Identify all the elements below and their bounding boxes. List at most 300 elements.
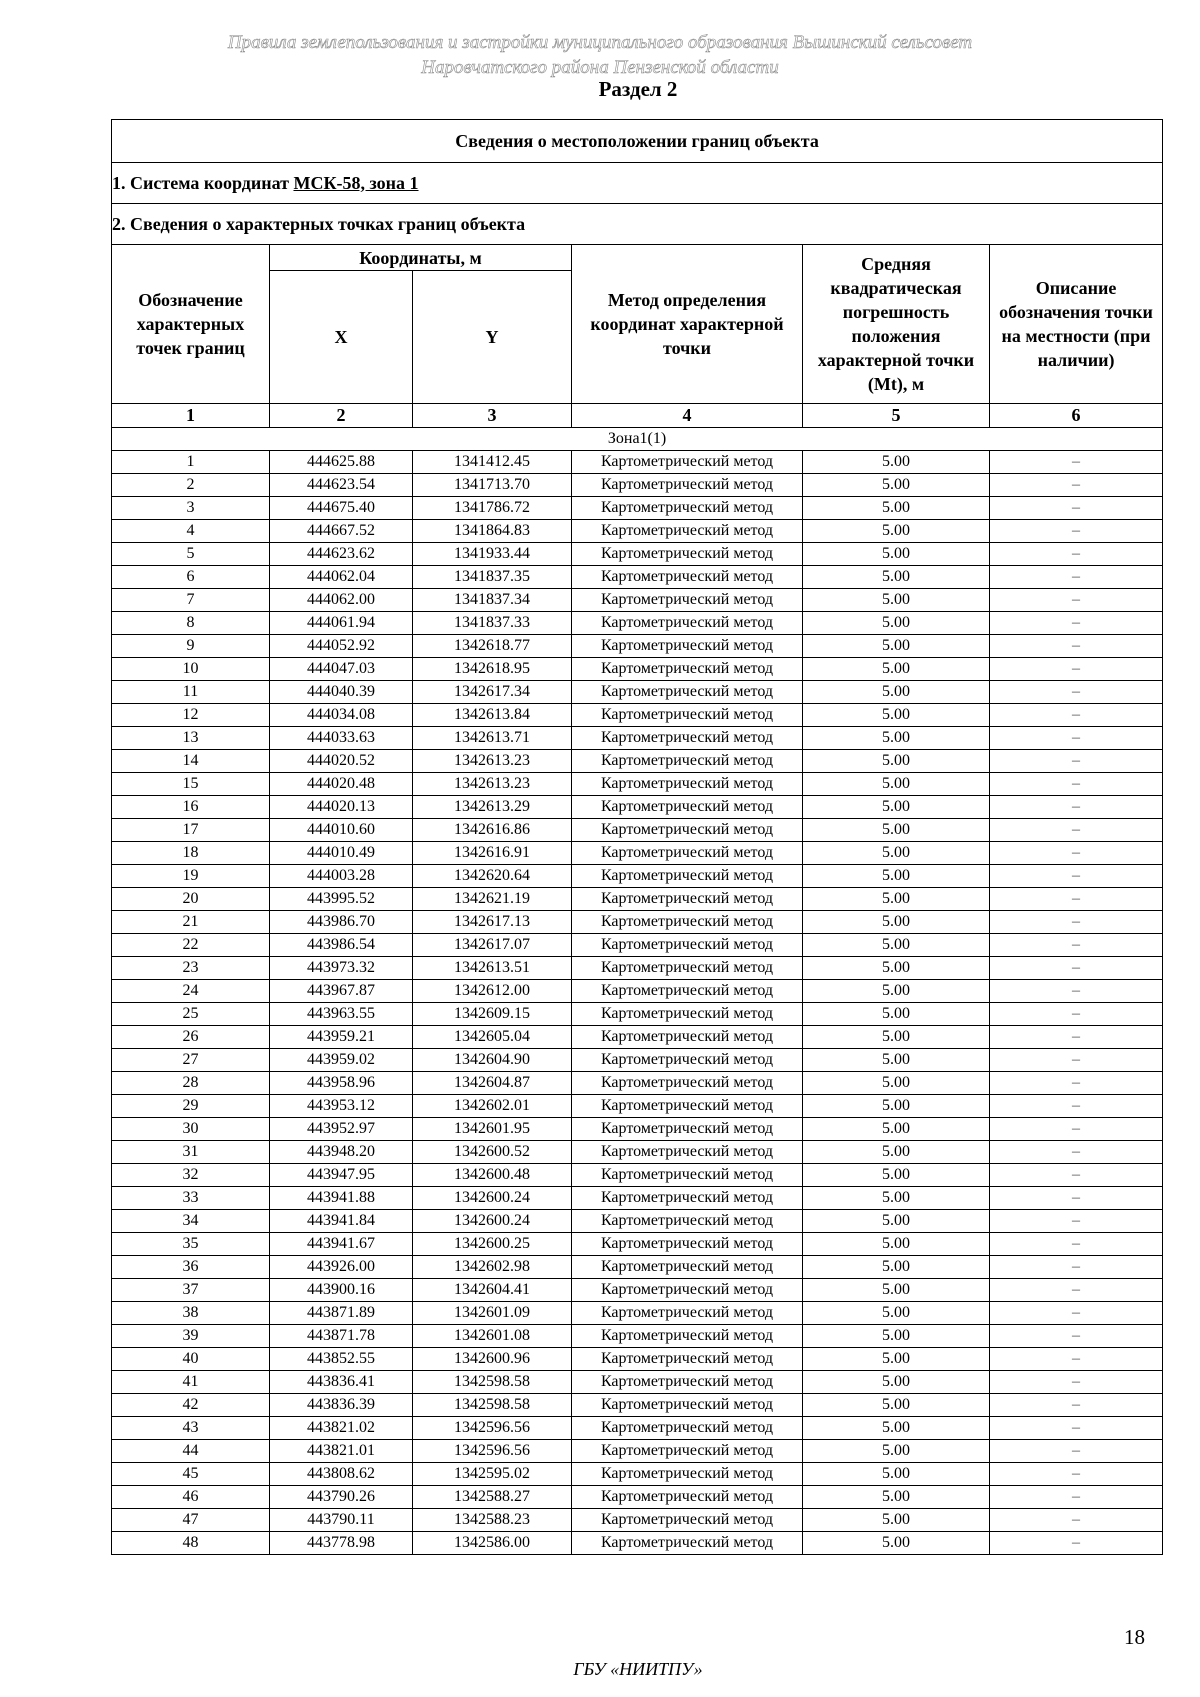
coord-x: 443852.55 (270, 1348, 413, 1371)
table-row (112, 1532, 1163, 1555)
coord-x: 444047.03 (270, 658, 413, 681)
coord-x: 443941.67 (270, 1233, 413, 1256)
description: – (990, 1486, 1163, 1509)
description: – (990, 1348, 1163, 1371)
table-row (112, 865, 1163, 888)
point-number: 28 (112, 1072, 270, 1095)
error-value: 5.00 (803, 888, 990, 911)
method: Картометрический метод (572, 1233, 803, 1256)
error-value: 5.00 (803, 727, 990, 750)
error-value: 5.00 (803, 865, 990, 888)
method: Картометрический метод (572, 1141, 803, 1164)
table-row (112, 934, 1163, 957)
error-value: 5.00 (803, 1233, 990, 1256)
table-row (112, 589, 1163, 612)
method: Картометрический метод (572, 1463, 803, 1486)
point-number: 30 (112, 1118, 270, 1141)
error-value: 5.00 (803, 451, 990, 474)
error-value: 5.00 (803, 1026, 990, 1049)
error-value: 5.00 (803, 497, 990, 520)
coord-x: 443952.97 (270, 1118, 413, 1141)
table-row (112, 1486, 1163, 1509)
point-number: 40 (112, 1348, 270, 1371)
coord-x: 443959.02 (270, 1049, 413, 1072)
coord-y: 1342604.41 (413, 1279, 572, 1302)
description: – (990, 1371, 1163, 1394)
method: Картометрический метод (572, 1279, 803, 1302)
table-row (112, 520, 1163, 543)
coord-x: 444625.88 (270, 451, 413, 474)
coord-y: 1342621.19 (413, 888, 572, 911)
coord-x: 443926.00 (270, 1256, 413, 1279)
header-coordinates: Координаты, м (270, 245, 572, 271)
description: – (990, 612, 1163, 635)
coord-x: 444623.54 (270, 474, 413, 497)
coord-x: 443967.87 (270, 980, 413, 1003)
table-row (112, 1417, 1163, 1440)
method: Картометрический метод (572, 520, 803, 543)
description: – (990, 1049, 1163, 1072)
coord-y: 1342613.23 (413, 773, 572, 796)
coord-x: 443836.39 (270, 1394, 413, 1417)
coord-x: 443790.26 (270, 1486, 413, 1509)
description: – (990, 911, 1163, 934)
method: Картометрический метод (572, 773, 803, 796)
table-row (112, 1440, 1163, 1463)
coord-x: 444010.49 (270, 842, 413, 865)
coord-y: 1342616.86 (413, 819, 572, 842)
coord-y: 1342595.02 (413, 1463, 572, 1486)
point-number: 21 (112, 911, 270, 934)
point-number: 47 (112, 1509, 270, 1532)
coord-y: 1341412.45 (413, 451, 572, 474)
description: – (990, 842, 1163, 865)
error-value: 5.00 (803, 980, 990, 1003)
coord-x: 443871.89 (270, 1302, 413, 1325)
point-number: 12 (112, 704, 270, 727)
table-row (112, 1233, 1163, 1256)
description: – (990, 865, 1163, 888)
description: – (990, 1509, 1163, 1532)
point-number: 29 (112, 1095, 270, 1118)
method: Картометрический метод (572, 1026, 803, 1049)
table-row (112, 819, 1163, 842)
point-number: 32 (112, 1164, 270, 1187)
coord-y: 1342605.04 (413, 1026, 572, 1049)
error-value: 5.00 (803, 520, 990, 543)
error-value: 5.00 (803, 796, 990, 819)
coord-x: 444010.60 (270, 819, 413, 842)
description: – (990, 727, 1163, 750)
coord-x: 443947.95 (270, 1164, 413, 1187)
coord-x: 444667.52 (270, 520, 413, 543)
method: Картометрический метод (572, 704, 803, 727)
method: Картометрический метод (572, 796, 803, 819)
error-value: 5.00 (803, 1532, 990, 1555)
method: Картометрический метод (572, 566, 803, 589)
description: – (990, 1141, 1163, 1164)
error-value: 5.00 (803, 658, 990, 681)
description: – (990, 796, 1163, 819)
document-header (0, 30, 1200, 80)
point-number: 10 (112, 658, 270, 681)
error-value: 5.00 (803, 1394, 990, 1417)
point-number: 8 (112, 612, 270, 635)
coord-x: 443778.98 (270, 1532, 413, 1555)
method: Картометрический метод (572, 1371, 803, 1394)
error-value: 5.00 (803, 1210, 990, 1233)
coord-x: 444040.39 (270, 681, 413, 704)
coord-y: 1342598.58 (413, 1371, 572, 1394)
coord-y: 1342604.90 (413, 1049, 572, 1072)
point-number: 43 (112, 1417, 270, 1440)
table-row (112, 1118, 1163, 1141)
error-value: 5.00 (803, 1486, 990, 1509)
error-value: 5.00 (803, 957, 990, 980)
error-value: 5.00 (803, 474, 990, 497)
coordinate-system-label: 1. Система координат (112, 172, 289, 193)
coord-y: 1342588.23 (413, 1509, 572, 1532)
coord-x: 444020.48 (270, 773, 413, 796)
error-value: 5.00 (803, 1509, 990, 1532)
point-number: 17 (112, 819, 270, 842)
coord-x: 443808.62 (270, 1463, 413, 1486)
method: Картометрический метод (572, 1049, 803, 1072)
point-number: 20 (112, 888, 270, 911)
coord-y: 1342586.00 (413, 1532, 572, 1555)
coord-x: 443963.55 (270, 1003, 413, 1026)
error-value: 5.00 (803, 842, 990, 865)
coord-x: 443958.96 (270, 1072, 413, 1095)
method: Картометрический метод (572, 865, 803, 888)
coord-x: 444062.04 (270, 566, 413, 589)
method: Картометрический метод (572, 681, 803, 704)
description: – (990, 566, 1163, 589)
point-number: 41 (112, 1371, 270, 1394)
point-number: 25 (112, 1003, 270, 1026)
table-row (112, 1026, 1163, 1049)
point-number: 37 (112, 1279, 270, 1302)
coord-x: 443821.02 (270, 1417, 413, 1440)
coord-x: 443959.21 (270, 1026, 413, 1049)
footer-organization: ГБУ «НИИТПУ» (573, 1659, 703, 1679)
method: Картометрический метод (572, 750, 803, 773)
table-row (112, 566, 1163, 589)
method: Картометрический метод (572, 1394, 803, 1417)
point-number: 46 (112, 1486, 270, 1509)
coord-y: 1341786.72 (413, 497, 572, 520)
coord-y: 1342609.15 (413, 1003, 572, 1026)
coord-x: 444062.00 (270, 589, 413, 612)
coord-x: 444034.08 (270, 704, 413, 727)
column-number: 5 (803, 404, 990, 428)
error-value: 5.00 (803, 1256, 990, 1279)
coord-y: 1341837.34 (413, 589, 572, 612)
coord-y: 1342613.23 (413, 750, 572, 773)
point-number: 1 (112, 451, 270, 474)
coord-y: 1342613.84 (413, 704, 572, 727)
method: Картометрический метод (572, 1302, 803, 1325)
table-row (112, 1164, 1163, 1187)
table-row (112, 1325, 1163, 1348)
description: – (990, 658, 1163, 681)
coord-x: 444061.94 (270, 612, 413, 635)
description: – (990, 1233, 1163, 1256)
header-line-2: Наровчатского района Пензенской области (421, 57, 779, 78)
coord-x: 443948.20 (270, 1141, 413, 1164)
coord-y: 1341837.33 (413, 612, 572, 635)
section-title: Раздел 2 (598, 77, 678, 101)
table-row (112, 1509, 1163, 1532)
error-value: 5.00 (803, 1164, 990, 1187)
point-number: 9 (112, 635, 270, 658)
table-row (112, 1210, 1163, 1233)
coord-x: 443871.78 (270, 1325, 413, 1348)
description: – (990, 773, 1163, 796)
coord-y: 1342600.25 (413, 1233, 572, 1256)
point-number: 19 (112, 865, 270, 888)
description: – (990, 635, 1163, 658)
coord-y: 1342618.77 (413, 635, 572, 658)
table-row (112, 612, 1163, 635)
method: Картометрический метод (572, 1348, 803, 1371)
method: Картометрический метод (572, 543, 803, 566)
method: Картометрический метод (572, 1164, 803, 1187)
method: Картометрический метод (572, 1256, 803, 1279)
method: Картометрический метод (572, 1118, 803, 1141)
coord-x: 443986.54 (270, 934, 413, 957)
method: Картометрический метод (572, 980, 803, 1003)
coord-y: 1341713.70 (413, 474, 572, 497)
column-number: 1 (112, 404, 270, 428)
coord-y: 1342617.07 (413, 934, 572, 957)
description: – (990, 957, 1163, 980)
method: Картометрический метод (572, 1003, 803, 1026)
error-value: 5.00 (803, 750, 990, 773)
method: Картометрический метод (572, 1325, 803, 1348)
table-row (112, 681, 1163, 704)
table-row (112, 1348, 1163, 1371)
coord-x: 444003.28 (270, 865, 413, 888)
point-number: 3 (112, 497, 270, 520)
table-row (112, 1187, 1163, 1210)
table-row (112, 1072, 1163, 1095)
description: – (990, 1325, 1163, 1348)
error-value: 5.00 (803, 635, 990, 658)
point-number: 31 (112, 1141, 270, 1164)
error-value: 5.00 (803, 934, 990, 957)
method: Картометрический метод (572, 957, 803, 980)
column-number: 3 (413, 404, 572, 428)
method: Картометрический метод (572, 589, 803, 612)
coord-y: 1342596.56 (413, 1417, 572, 1440)
point-number: 6 (112, 566, 270, 589)
coord-y: 1342600.48 (413, 1164, 572, 1187)
method: Картометрический метод (572, 1509, 803, 1532)
coord-y: 1342600.96 (413, 1348, 572, 1371)
coordinate-system-row (112, 163, 1163, 204)
error-value: 5.00 (803, 1095, 990, 1118)
table-row (112, 773, 1163, 796)
coord-x: 444052.92 (270, 635, 413, 658)
description: – (990, 497, 1163, 520)
method: Картометрический метод (572, 1095, 803, 1118)
table-row (112, 658, 1163, 681)
error-value: 5.00 (803, 1187, 990, 1210)
error-value: 5.00 (803, 1118, 990, 1141)
description: – (990, 888, 1163, 911)
error-value: 5.00 (803, 911, 990, 934)
table-row (112, 543, 1163, 566)
description: – (990, 750, 1163, 773)
coord-y: 1341864.83 (413, 520, 572, 543)
method: Картометрический метод (572, 842, 803, 865)
method: Картометрический метод (572, 1532, 803, 1555)
coord-y: 1342601.09 (413, 1302, 572, 1325)
column-number: 2 (270, 404, 413, 428)
coord-x: 443900.16 (270, 1279, 413, 1302)
error-value: 5.00 (803, 1440, 990, 1463)
description: – (990, 451, 1163, 474)
column-number: 4 (572, 404, 803, 428)
table-row (112, 474, 1163, 497)
table-row (112, 911, 1163, 934)
point-number: 33 (112, 1187, 270, 1210)
error-value: 5.00 (803, 1371, 990, 1394)
description: – (990, 819, 1163, 842)
header-line-1: Правила землепользования и застройки муниципального образования Вышинский сельсовет (227, 32, 973, 53)
description: – (990, 704, 1163, 727)
table-row (112, 1256, 1163, 1279)
point-number: 39 (112, 1325, 270, 1348)
header-description: Описание обозначения точки на местности (при наличии) (990, 245, 1163, 404)
coord-y: 1342600.24 (413, 1210, 572, 1233)
description: – (990, 1095, 1163, 1118)
point-number: 26 (112, 1026, 270, 1049)
table-row (112, 1003, 1163, 1026)
coord-y: 1342602.01 (413, 1095, 572, 1118)
coord-x: 443821.01 (270, 1440, 413, 1463)
description: – (990, 1164, 1163, 1187)
point-number: 7 (112, 589, 270, 612)
coord-y: 1342613.51 (413, 957, 572, 980)
coord-y: 1342601.08 (413, 1325, 572, 1348)
table-row (112, 957, 1163, 980)
point-number: 24 (112, 980, 270, 1003)
error-value: 5.00 (803, 1348, 990, 1371)
error-value: 5.00 (803, 1049, 990, 1072)
coordinate-system-value: МСК-58, зона 1 (293, 172, 419, 193)
table-row (112, 980, 1163, 1003)
page-number: 18 (1124, 1625, 1145, 1649)
point-number: 42 (112, 1394, 270, 1417)
table-row (112, 704, 1163, 727)
coord-y: 1341933.44 (413, 543, 572, 566)
point-number: 38 (112, 1302, 270, 1325)
table-row (112, 1463, 1163, 1486)
point-number: 35 (112, 1233, 270, 1256)
point-number: 22 (112, 934, 270, 957)
coord-y: 1342617.34 (413, 681, 572, 704)
coord-x: 443953.12 (270, 1095, 413, 1118)
error-value: 5.00 (803, 704, 990, 727)
error-value: 5.00 (803, 1279, 990, 1302)
coord-x: 444020.52 (270, 750, 413, 773)
error-value: 5.00 (803, 612, 990, 635)
description: – (990, 1302, 1163, 1325)
coord-y: 1342604.87 (413, 1072, 572, 1095)
error-value: 5.00 (803, 1302, 990, 1325)
error-value: 5.00 (803, 819, 990, 842)
method: Картометрический метод (572, 911, 803, 934)
description: – (990, 520, 1163, 543)
method: Картометрический метод (572, 612, 803, 635)
points-heading: 2. Сведения о характерных точках границ объекта (112, 204, 1163, 245)
table-row (112, 635, 1163, 658)
method: Картометрический метод (572, 1417, 803, 1440)
description: – (990, 1256, 1163, 1279)
method: Картометрический метод (572, 658, 803, 681)
point-number: 48 (112, 1532, 270, 1555)
error-value: 5.00 (803, 566, 990, 589)
description: – (990, 474, 1163, 497)
coord-x: 443790.11 (270, 1509, 413, 1532)
method: Картометрический метод (572, 727, 803, 750)
coord-y: 1342596.56 (413, 1440, 572, 1463)
coord-y: 1342618.95 (413, 658, 572, 681)
point-number: 27 (112, 1049, 270, 1072)
point-number: 16 (112, 796, 270, 819)
method: Картометрический метод (572, 1187, 803, 1210)
description: – (990, 1394, 1163, 1417)
coord-x: 444020.13 (270, 796, 413, 819)
method: Картометрический метод (572, 1072, 803, 1095)
coord-x: 443986.70 (270, 911, 413, 934)
point-number: 14 (112, 750, 270, 773)
coord-y: 1342601.95 (413, 1118, 572, 1141)
description: – (990, 1118, 1163, 1141)
point-number: 23 (112, 957, 270, 980)
header-method: Метод определения координат характерной точки (572, 245, 803, 404)
coord-y: 1342600.24 (413, 1187, 572, 1210)
coord-y: 1342613.29 (413, 796, 572, 819)
description: – (990, 1072, 1163, 1095)
error-value: 5.00 (803, 1463, 990, 1486)
header-error: Средняя квадратическая погрешность положения характерной точки (Mt), м (803, 245, 990, 404)
point-number: 36 (112, 1256, 270, 1279)
header-x: X (270, 271, 413, 404)
header-y: Y (413, 271, 572, 404)
point-number: 45 (112, 1463, 270, 1486)
description: – (990, 1210, 1163, 1233)
coord-x: 443941.88 (270, 1187, 413, 1210)
table-row (112, 727, 1163, 750)
description: – (990, 1417, 1163, 1440)
coord-x: 443973.32 (270, 957, 413, 980)
method: Картометрический метод (572, 635, 803, 658)
description: – (990, 1003, 1163, 1026)
coord-y: 1342617.13 (413, 911, 572, 934)
coord-x: 443941.84 (270, 1210, 413, 1233)
description: – (990, 1532, 1163, 1555)
table-row (112, 888, 1163, 911)
error-value: 5.00 (803, 543, 990, 566)
coord-y: 1342616.91 (413, 842, 572, 865)
description: – (990, 980, 1163, 1003)
error-value: 5.00 (803, 773, 990, 796)
point-number: 11 (112, 681, 270, 704)
coord-y: 1342588.27 (413, 1486, 572, 1509)
